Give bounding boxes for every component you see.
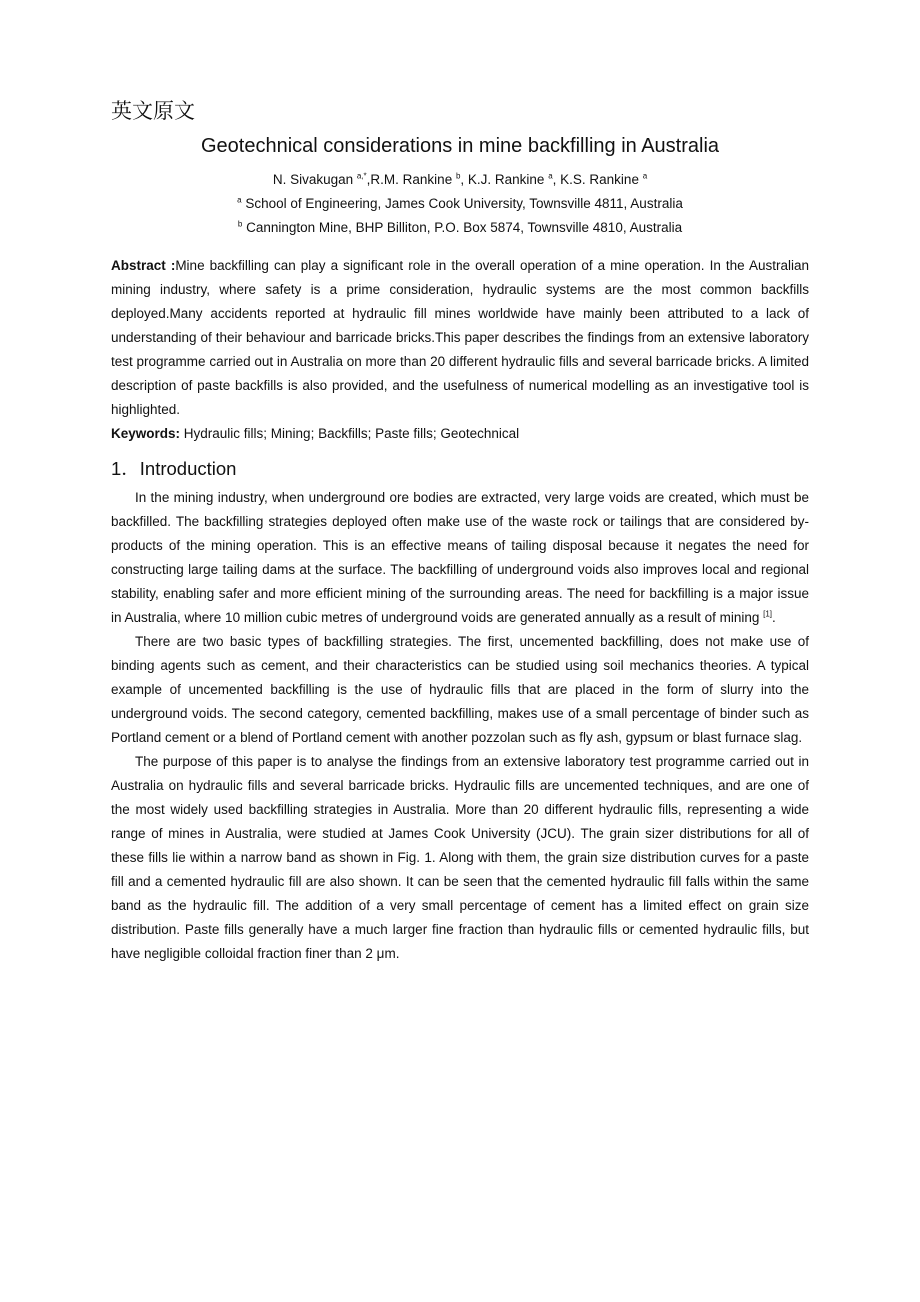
paragraph-3: The purpose of this paper is to analyse the findings from an extensive laboratory test programme carried out in Australia on hydraulic fills and several barricade bricks. Hydraulic fills are uncemented techniques, and are one of the most widely used backfilling strategies in Australia. More than 20 different hydraulic fills, representing a wide range of mines in Australia, were studied at James Cook University (JCU). The grain sizer distributions for all of these fills lie within a narrow band as shown in Fig. 1. Along with them, the grain size distribution curves for a paste fill and a cemented hydraulic fill are also shown. It can be seen that the cemented hydraulic fill falls within the same band as the hydraulic fill. The addition of a very small percentage of cement has a limited effect on grain size distribution. Paste fills generally have a much larger fine fraction than hydraulic fills or cemented hydraulic fills, but have negligible colloidal fraction finer than 2 μm. — [111, 754, 809, 961]
paragraph-text: In the mining industry, when underground ore bodies are extracted, very large voids are created, which must be backfilled. The backfilling strategies deployed often make use of the waste rock or tailings that are considered by-products of the mining operation. This is an effective means of tailing disposal because it negates the need for constructing large tailing dams at the surface. The backfilling of underground voids also improves local and regional stability, enabling safer and more efficient mining of the surrounding areas. The need for backfilling is a major issue in Australia, where 10 million cubic metres of underground voids are generated annually as a result of mining — [111, 490, 809, 625]
author-affiliation-mark: b — [455, 171, 461, 181]
author-name: , K.S. Rankine — [552, 172, 643, 187]
affiliation-mark: b — [237, 219, 243, 229]
paragraph-2: There are two basic types of backfilling strategies. The first, uncemented backfilling, does not make use of binding agents such as cement, and their characteristics can be studied using soil mechanics theories. A typical example of uncemented backfilling is the use of hydraulic fills that are placed in the form of slurry into the underground voids. The second category, cemented backfilling, makes use of a small percentage of binder such as Portland cement or a blend of Portland cement with another pozzolan such as fly ash, gypsum or blast furnace slag. — [111, 634, 809, 745]
author-affiliation-mark: a — [548, 171, 553, 181]
author-name: N. Sivakugan — [272, 172, 357, 187]
keywords — [111, 422, 809, 446]
author-affiliation-mark: a,* — [356, 171, 367, 181]
chinese-heading: 英文原文 — [111, 99, 195, 123]
keywords-label: Keywords: — [111, 426, 181, 441]
affiliation-mark: a — [237, 195, 242, 205]
abstract-label: Abstract : — [111, 258, 176, 273]
paper-title: Geotechnical considerations in mine backfilling in Australia — [200, 135, 720, 157]
paragraph-end: . — [772, 610, 776, 625]
citation-ref: [1] — [763, 609, 773, 619]
affiliation-text: Cannington Mine, BHP Billiton, P.O. Box 5874, Townsville 4810, Australia — [242, 220, 683, 235]
section-title-introduction: 1．Introduction — [111, 458, 237, 479]
abstract — [111, 254, 809, 422]
affiliation-a — [111, 192, 809, 216]
paragraph-1 — [111, 486, 809, 630]
affiliation-text: School of Engineering, James Cook University, Townsville 4811, Australia — [241, 196, 683, 211]
document-page — [111, 96, 809, 966]
author-list — [111, 168, 809, 192]
author-name: , K.J. Rankine — [460, 172, 549, 187]
author-affiliation-mark: a — [642, 171, 648, 181]
author-name: ,R.M. Rankine — [366, 172, 456, 187]
abstract-text: Mine backfilling can play a significant role in the overall operation of a mine operation. In the Australian mining industry, where safety is a prime consideration, hydraulic systems are the most common backfills deployed.Many accidents reported at hydraulic fill mines worldwide have mainly been attributed to a lack of understanding of their behaviour and barricade bricks.This paper describes the findings from an extensive laboratory test programme carried out in Australia on more than 20 different hydraulic fills and several barricade bricks. A limited description of paste backfills is also provided, and the usefulness of numerical modelling as an investigative tool is highlighted. — [111, 258, 809, 417]
keywords-text: Hydraulic fills; Mining; Backfills; Paste fills; Geotechnical — [180, 426, 520, 441]
affiliation-b — [111, 216, 809, 240]
